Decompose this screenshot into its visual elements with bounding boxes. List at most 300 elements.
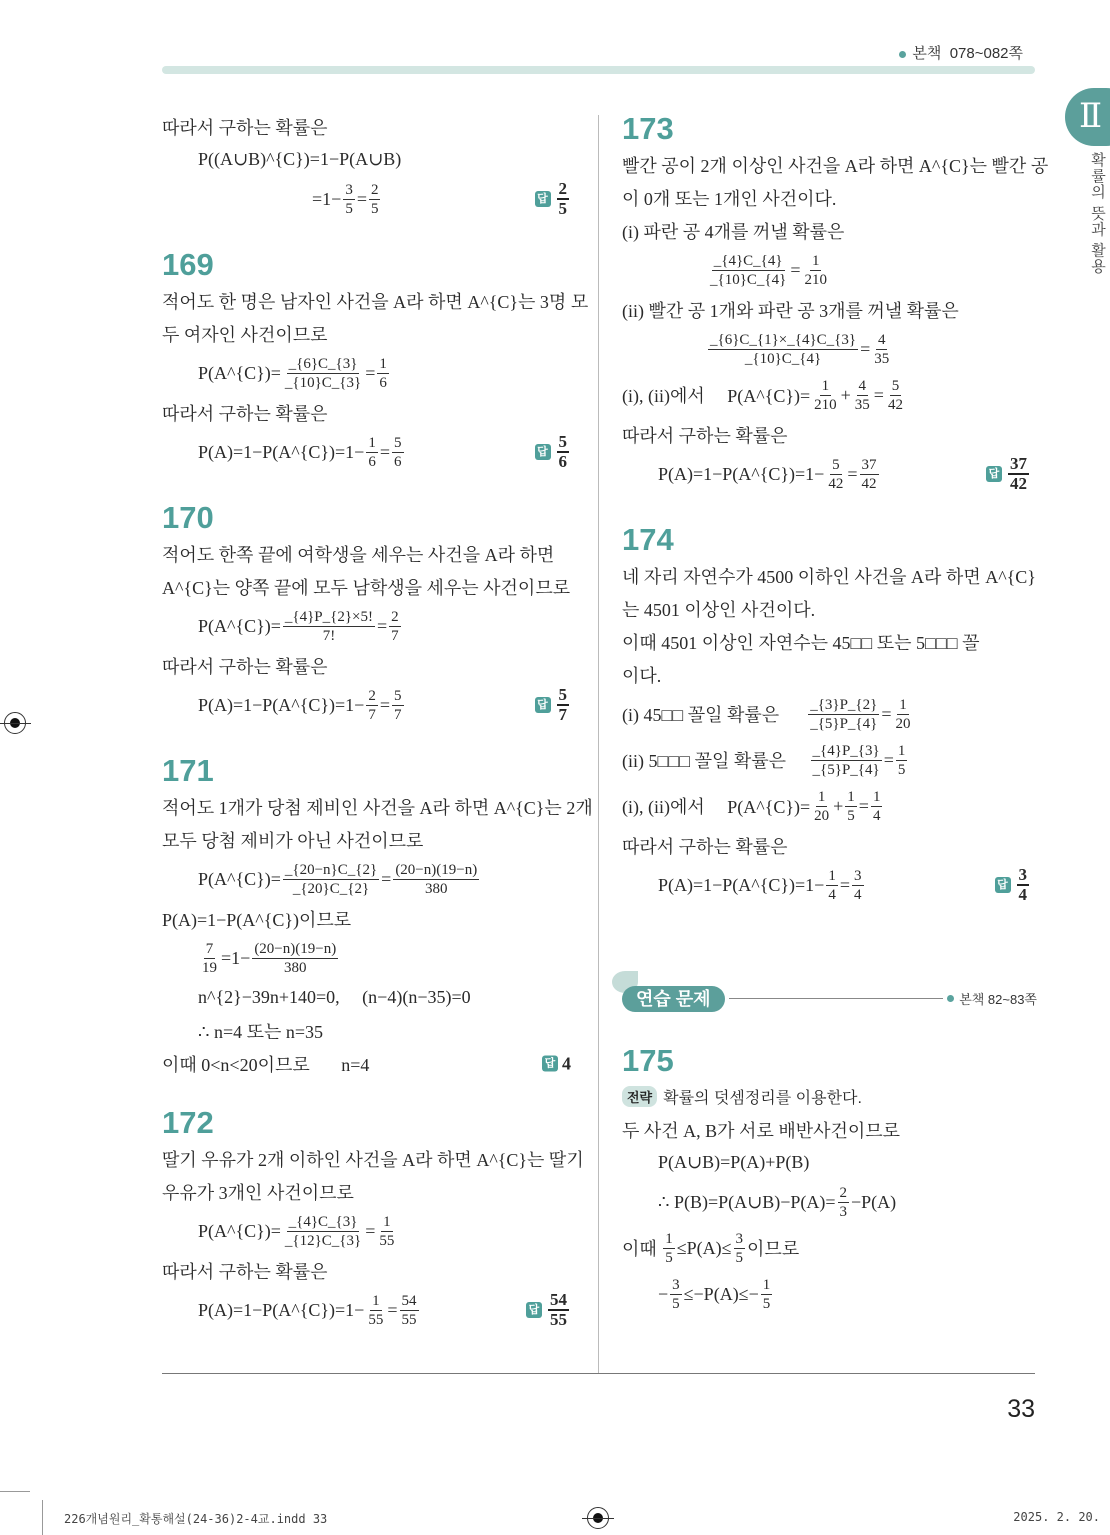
- denominator: _{10}C_{4}: [744, 350, 822, 367]
- denominator: 7: [394, 706, 402, 723]
- fraction: [886, 377, 905, 414]
- fraction: [377, 1213, 396, 1250]
- numerator: 2: [558, 179, 567, 198]
- denominator: 35: [874, 350, 890, 367]
- solution-line: [162, 317, 577, 350]
- numerator: 1: [828, 867, 836, 884]
- bullet-dot-icon: [899, 51, 906, 58]
- denominator: 5: [345, 200, 353, 217]
- math-text: 이 0개 또는 1개인 사건이다.: [622, 188, 837, 209]
- solution-line: [622, 1179, 1037, 1225]
- fraction: [400, 1292, 419, 1329]
- fraction: [860, 456, 879, 493]
- math-text: +: [833, 795, 844, 816]
- strategy-badge: 전략: [622, 1086, 657, 1107]
- answer-badge: 답: [526, 1302, 542, 1318]
- denominator: 42: [1010, 474, 1027, 493]
- numerator: 3: [735, 1230, 744, 1247]
- math-text: −P(A): [851, 1191, 897, 1212]
- fraction: [811, 742, 882, 779]
- answer: [535, 180, 572, 218]
- numerator: 2: [391, 608, 399, 625]
- numerator: 54: [550, 1290, 567, 1309]
- math-text: 이므로: [747, 1239, 800, 1259]
- fraction: [283, 608, 375, 645]
- math-text: (i), (ii)에서 P(A^{C})=: [622, 797, 811, 817]
- math-text: 적어도 한 명은 남자인 사건을 A라 하면 A^{C}는 3명 모: [162, 291, 589, 312]
- numerator: 2: [839, 1184, 847, 1201]
- bottom-rule: [162, 1373, 1035, 1374]
- solution-line: [622, 451, 1037, 497]
- math-text: 우유가 3개인 사건이므로: [162, 1182, 354, 1203]
- problem-number: 174: [622, 522, 674, 557]
- problem-number: 175: [622, 1043, 674, 1078]
- math-text: P(A^{C})=: [198, 362, 281, 383]
- solution-line: [622, 293, 1037, 326]
- fraction: [761, 1276, 773, 1313]
- answer-value: 4: [562, 1053, 571, 1073]
- denominator: 4: [854, 886, 862, 903]
- denominator: 3: [839, 1203, 847, 1220]
- denominator: 55: [550, 1310, 567, 1329]
- numerator: _{3}P_{2}: [810, 696, 878, 713]
- fraction: [708, 252, 788, 289]
- solution-line: [622, 625, 1037, 658]
- fraction: [808, 696, 879, 733]
- denominator: 20: [814, 807, 830, 824]
- fraction: [853, 377, 872, 414]
- solution-line: [162, 1287, 577, 1333]
- crop-mark: [42, 1500, 43, 1535]
- denominator: 210: [804, 271, 827, 288]
- numerator: 2: [368, 687, 376, 704]
- book-reference: [899, 42, 1023, 63]
- denominator: 19: [202, 959, 217, 976]
- denominator: 4: [1018, 885, 1027, 904]
- strategy-text: 확률의 덧셈정리를 이용한다.: [663, 1090, 862, 1107]
- math-text: P(A)=1−P(A^{C})이므로: [162, 909, 352, 930]
- numerator: 1: [847, 788, 855, 805]
- fraction: [734, 1230, 746, 1267]
- math-text: 따라서 구하는 확률은: [162, 403, 328, 424]
- problem-number: 172: [162, 1105, 214, 1140]
- solution-line: [622, 372, 1037, 418]
- fraction: [708, 331, 858, 368]
- registration-mark-icon: [4, 712, 26, 734]
- denominator: 5: [897, 761, 906, 778]
- numerator: 2: [370, 181, 379, 198]
- math-text: P(A^{C})=: [198, 615, 281, 636]
- solution-line: [162, 603, 577, 649]
- denominator: 5: [847, 807, 855, 824]
- math-text: P(A)=1−P(A^{C})=1−: [658, 463, 825, 484]
- solution-line: [162, 396, 577, 429]
- solution-line: [162, 902, 577, 935]
- denominator: 210: [814, 396, 837, 413]
- math-text: ∴ n=4 또는 n=35: [198, 1021, 324, 1042]
- denominator: 4: [872, 807, 881, 824]
- math-text: P(A)=1−P(A^{C})=1−: [198, 694, 365, 715]
- strategy-line: [622, 1080, 1037, 1113]
- fraction: [826, 867, 838, 904]
- math-text: P(A)=1−P(A^{C})=1−: [198, 1299, 365, 1320]
- numerator: 1: [821, 377, 830, 394]
- math-text: P(A^{C})=: [198, 868, 281, 889]
- numerator: 3: [672, 1276, 680, 1293]
- math-text: ∴ P(B)=P(A∪B)−P(A)=: [658, 1191, 836, 1212]
- math-text: =: [873, 384, 884, 405]
- fraction: [283, 861, 379, 898]
- math-text: =: [847, 463, 858, 484]
- math-text: 따라서 구하는 확률은: [162, 117, 328, 138]
- denominator: 42: [828, 475, 844, 492]
- solution-line: [622, 658, 1037, 691]
- denominator: 7!: [322, 627, 336, 644]
- numerator: 1: [817, 788, 826, 805]
- book-ref-label: 본책: [912, 45, 942, 62]
- fraction: [392, 434, 404, 471]
- answer-badge: 답: [986, 466, 1002, 482]
- math-text: =: [377, 615, 388, 636]
- math-text: P((A∪B)^{C})=1−P(A∪B): [198, 149, 402, 169]
- solution-line: [622, 862, 1037, 908]
- chapter-tab: Ⅱ: [1065, 88, 1110, 146]
- answer-badge: 답: [995, 877, 1011, 893]
- math-text: 두 여자인 사건이므로: [162, 324, 328, 345]
- denominator: 7: [391, 627, 399, 644]
- math-text: 따라서 구하는 확률은: [622, 425, 788, 446]
- math-text: 네 자리 자연수가 4500 이하인 사건을 A라 하면 A^{C}: [622, 566, 1036, 587]
- math-text: 모두 당첨 제비가 아닌 사건이므로: [162, 830, 424, 851]
- numerator: 1: [762, 1276, 771, 1293]
- numerator: 1: [665, 1230, 673, 1247]
- solution-line: [162, 823, 577, 856]
- numerator: 3: [854, 867, 862, 884]
- column-divider: [598, 115, 599, 1373]
- answer: [535, 433, 572, 471]
- solution-line: [162, 284, 589, 317]
- math-text: 이때 0<n<20이므로 n=4: [162, 1054, 370, 1075]
- denominator: 380: [284, 959, 307, 976]
- solution-line: [162, 1254, 577, 1287]
- numerator: 1: [897, 742, 906, 759]
- fraction: [871, 788, 883, 825]
- solution-line: [162, 790, 593, 823]
- denominator: 6: [558, 452, 567, 471]
- math-text: −: [658, 1283, 669, 1304]
- denominator: 35: [854, 396, 870, 413]
- problem-number: 173: [622, 111, 674, 146]
- fraction: [812, 788, 831, 825]
- fraction: [283, 355, 363, 392]
- numerator: (20−n)(19−n): [395, 861, 478, 878]
- math-text: P(A)=1−P(A^{C})=1−: [198, 441, 365, 462]
- section-rule: [729, 998, 944, 999]
- answer: [535, 686, 572, 724]
- fraction: [663, 1230, 675, 1267]
- right-column: [622, 110, 1049, 1317]
- math-text: =: [365, 1220, 376, 1241]
- solution-line: [162, 1175, 577, 1208]
- bullet-dot-icon: [947, 995, 954, 1002]
- math-text: (i) 45□□ 꼴일 확률은: [622, 705, 807, 725]
- denominator: 7: [558, 705, 567, 724]
- solution-line: [622, 181, 1037, 214]
- numerator: _{20−n}C_{2}: [284, 861, 378, 878]
- solution-line: [622, 148, 1049, 181]
- math-text: =: [356, 188, 367, 209]
- denominator: 4: [828, 886, 836, 903]
- solution-line: [162, 935, 577, 981]
- footer-date: 2025. 2. 20.: [1013, 1510, 1100, 1524]
- denominator: 55: [368, 1311, 384, 1328]
- math-text: 빨간 공이 2개 이상인 사건을 A라 하면 A^{C}는 빨간 공: [622, 155, 1049, 176]
- fraction: [200, 940, 219, 977]
- denominator: 5: [665, 1249, 673, 1266]
- math-text: A^{C}는 양쪽 끝에 모두 남학생을 세우는 사건이므로: [162, 577, 571, 598]
- math-text: ≤P(A)≤: [676, 1237, 732, 1258]
- solution-line: [162, 110, 577, 143]
- math-text: =1−: [221, 947, 251, 968]
- math-text: 딸기 우유가 2개 이하인 사건을 A라 하면 A^{C}는 딸기: [162, 1149, 584, 1170]
- fraction: [366, 1292, 385, 1329]
- math-text: ≤−P(A)≤−: [683, 1283, 759, 1304]
- math-text: =: [839, 874, 850, 895]
- fraction: [670, 1276, 682, 1313]
- numerator: 4: [877, 331, 886, 348]
- solution-line: [622, 592, 1037, 625]
- book-ref-pages: 078~082쪽: [949, 45, 1023, 62]
- math-text: 이때 4501 이상인 자연수는 45□□ 또는 5□□□ 꼴: [622, 632, 980, 653]
- solution-line: [622, 691, 1037, 737]
- math-text: (i), (ii)에서 P(A^{C})=: [622, 386, 811, 406]
- fraction: [852, 867, 864, 904]
- math-text: =: [379, 694, 390, 715]
- numerator: 5: [832, 456, 840, 473]
- chapter-title: 확률의 뜻과 활용: [1089, 152, 1106, 275]
- math-text: P(A)=1−P(A^{C})=1−: [658, 874, 825, 895]
- left-column: [162, 110, 593, 1333]
- denominator: _{12}C_{3}: [284, 1232, 362, 1249]
- math-text: P(A^{C})=: [198, 1220, 281, 1241]
- math-text: =: [379, 441, 390, 462]
- denominator: 5: [672, 1295, 680, 1312]
- numerator: _{4}C_{4}: [713, 252, 783, 269]
- fraction: [343, 181, 355, 218]
- answer-fraction: [557, 180, 570, 218]
- registration-mark-icon: [587, 1507, 609, 1529]
- numerator: _{6}C_{3}: [288, 355, 358, 372]
- numerator: _{4}C_{3}: [288, 1213, 358, 1230]
- header-bar: [162, 66, 1035, 74]
- numerator: 5: [558, 685, 567, 704]
- numerator: 1: [368, 434, 376, 451]
- fraction: [894, 696, 913, 733]
- numerator: _{4}P_{2}×5!: [284, 608, 373, 625]
- math-text: =: [365, 362, 376, 383]
- solution-line: [162, 143, 577, 176]
- numerator: 54: [401, 1292, 417, 1309]
- section-pill: [622, 985, 725, 1011]
- problem-number: 169: [162, 247, 214, 282]
- answer-fraction: [1017, 866, 1030, 904]
- section-title: 연습 문제: [622, 986, 725, 1012]
- numerator: 3: [1018, 865, 1027, 884]
- math-text: =: [790, 259, 801, 280]
- math-text: 따라서 구하는 확률은: [162, 1261, 328, 1282]
- answer-fraction: [1008, 455, 1029, 493]
- math-text: 따라서 구하는 확률은: [162, 656, 328, 677]
- math-text: +: [840, 384, 851, 405]
- math-text: =: [881, 703, 892, 724]
- solution-line: [162, 856, 577, 902]
- fraction: [872, 331, 891, 368]
- denominator: _{10}C_{3}: [284, 374, 362, 391]
- denominator: 380: [425, 880, 448, 897]
- denominator: 7: [368, 706, 376, 723]
- fraction: [392, 687, 404, 724]
- solution-line: [162, 1014, 577, 1047]
- denominator: 42: [861, 475, 877, 492]
- numerator: 4: [858, 377, 867, 394]
- fraction: [896, 742, 908, 779]
- denominator: 20: [895, 715, 911, 732]
- math-text: 는 4501 이상인 사건이다.: [622, 599, 816, 620]
- solution-line: [622, 737, 1037, 783]
- answer-badge: 답: [535, 444, 551, 460]
- denominator: 55: [379, 1232, 395, 1249]
- numerator: 5: [891, 377, 900, 394]
- denominator: _{5}P_{4}: [812, 761, 880, 778]
- math-text: 적어도 1개가 당첨 제비인 사건을 A라 하면 A^{C}는 2개: [162, 797, 593, 818]
- solution-line: [162, 1047, 577, 1080]
- math-text: =: [381, 868, 392, 889]
- denominator: 6: [394, 453, 402, 470]
- solution-line: [622, 214, 1037, 247]
- solution-line: [162, 176, 577, 222]
- numerator: 1: [899, 696, 907, 713]
- numerator: (20−n)(19−n): [254, 940, 337, 957]
- numerator: 37: [1010, 454, 1027, 473]
- answer-fraction: [548, 1291, 569, 1329]
- solution-line: [622, 418, 1037, 451]
- denominator: 5: [762, 1295, 771, 1312]
- section-header: [622, 978, 1037, 1018]
- solution-line: [622, 829, 1037, 862]
- fraction: [252, 940, 338, 977]
- fraction: [802, 252, 829, 289]
- numerator: 1: [383, 1213, 391, 1230]
- answer: [995, 866, 1032, 904]
- answer-fraction: [557, 433, 570, 471]
- solution-line: [622, 559, 1037, 592]
- denominator: 42: [887, 396, 903, 413]
- math-text: 따라서 구하는 확률은: [622, 836, 788, 857]
- math-text: (ii) 5□□□ 꼴일 확률은: [622, 751, 809, 771]
- solution-line: [622, 1146, 1037, 1179]
- problem-number: 171: [162, 753, 214, 788]
- solution-line: [622, 247, 1037, 293]
- math-text: 두 사건 A, B가 서로 배반사건이므로: [622, 1120, 901, 1141]
- numerator: 5: [558, 432, 567, 451]
- numerator: _{6}C_{1}×_{4}C_{3}: [710, 331, 857, 348]
- fraction: [389, 608, 401, 645]
- answer: [542, 1053, 571, 1074]
- fraction: [838, 1184, 850, 1221]
- solution-line: [162, 429, 577, 475]
- solution-line: [622, 1225, 1037, 1271]
- numerator: 1: [872, 788, 881, 805]
- denominator: 55: [401, 1311, 417, 1328]
- solution-line: [162, 981, 577, 1014]
- fraction: [845, 788, 857, 825]
- fraction: [366, 687, 378, 724]
- denominator: 5: [370, 200, 379, 217]
- solution-line: [162, 570, 577, 603]
- math-text: =: [860, 338, 871, 359]
- answer-fraction: [557, 686, 570, 724]
- solution-line: [162, 537, 577, 570]
- solution-line: [622, 1113, 1037, 1146]
- solution-line: [162, 350, 577, 396]
- fraction: [377, 355, 389, 392]
- math-text: 이때: [622, 1239, 662, 1259]
- solution-line: [162, 682, 577, 728]
- math-text: =: [883, 749, 894, 770]
- math-text: 이다.: [622, 665, 662, 686]
- numerator: 5: [394, 687, 402, 704]
- page-number: 33: [1007, 1395, 1035, 1423]
- numerator: 37: [861, 456, 877, 473]
- math-text: (ii) 빨간 공 1개와 파란 공 3개를 꺼낼 확률은: [622, 300, 959, 321]
- answer: [986, 455, 1031, 493]
- solution-line: [162, 649, 577, 682]
- numerator: _{4}P_{3}: [812, 742, 880, 759]
- fraction: [369, 181, 381, 218]
- denominator: 6: [379, 374, 387, 391]
- solution-line: [622, 1271, 1037, 1317]
- fraction: [393, 861, 479, 898]
- denominator: 5: [735, 1249, 744, 1266]
- numerator: 7: [205, 940, 214, 957]
- denominator: _{5}P_{4}: [810, 715, 878, 732]
- fraction: [826, 456, 845, 493]
- solution-line: [622, 783, 1037, 829]
- problem-number: 170: [162, 500, 214, 535]
- math-text: n^{2}−39n+140=0, (n−4)(n−35)=0: [198, 987, 471, 1007]
- answer: [526, 1291, 571, 1329]
- numerator: 1: [379, 355, 387, 372]
- math-text: =: [387, 1299, 398, 1320]
- section-reference: 본책 82~83쪽: [959, 991, 1037, 1007]
- answer-badge: 답: [535, 697, 551, 713]
- crop-mark: [0, 1491, 30, 1492]
- numerator: 1: [372, 1292, 380, 1309]
- answer-badge: 답: [535, 191, 551, 207]
- numerator: 5: [394, 434, 402, 451]
- denominator: _{10}C_{4}: [710, 271, 787, 288]
- math-text: (i) 파란 공 4개를 꺼낼 확률은: [622, 221, 845, 242]
- math-text: P(A∪B)=P(A)+P(B): [658, 1152, 810, 1172]
- math-text: =: [858, 795, 869, 816]
- solution-line: [162, 1208, 577, 1254]
- fraction: [366, 434, 378, 471]
- denominator: _{20}C_{2}: [292, 880, 370, 897]
- math-text: 적어도 한쪽 끝에 여학생을 세우는 사건을 A라 하면: [162, 544, 555, 565]
- numerator: 1: [811, 252, 820, 269]
- footer-filename: 226개념원리_확통해설(24-36)2-4교.indd 33: [64, 1512, 328, 1526]
- denominator: 6: [368, 453, 376, 470]
